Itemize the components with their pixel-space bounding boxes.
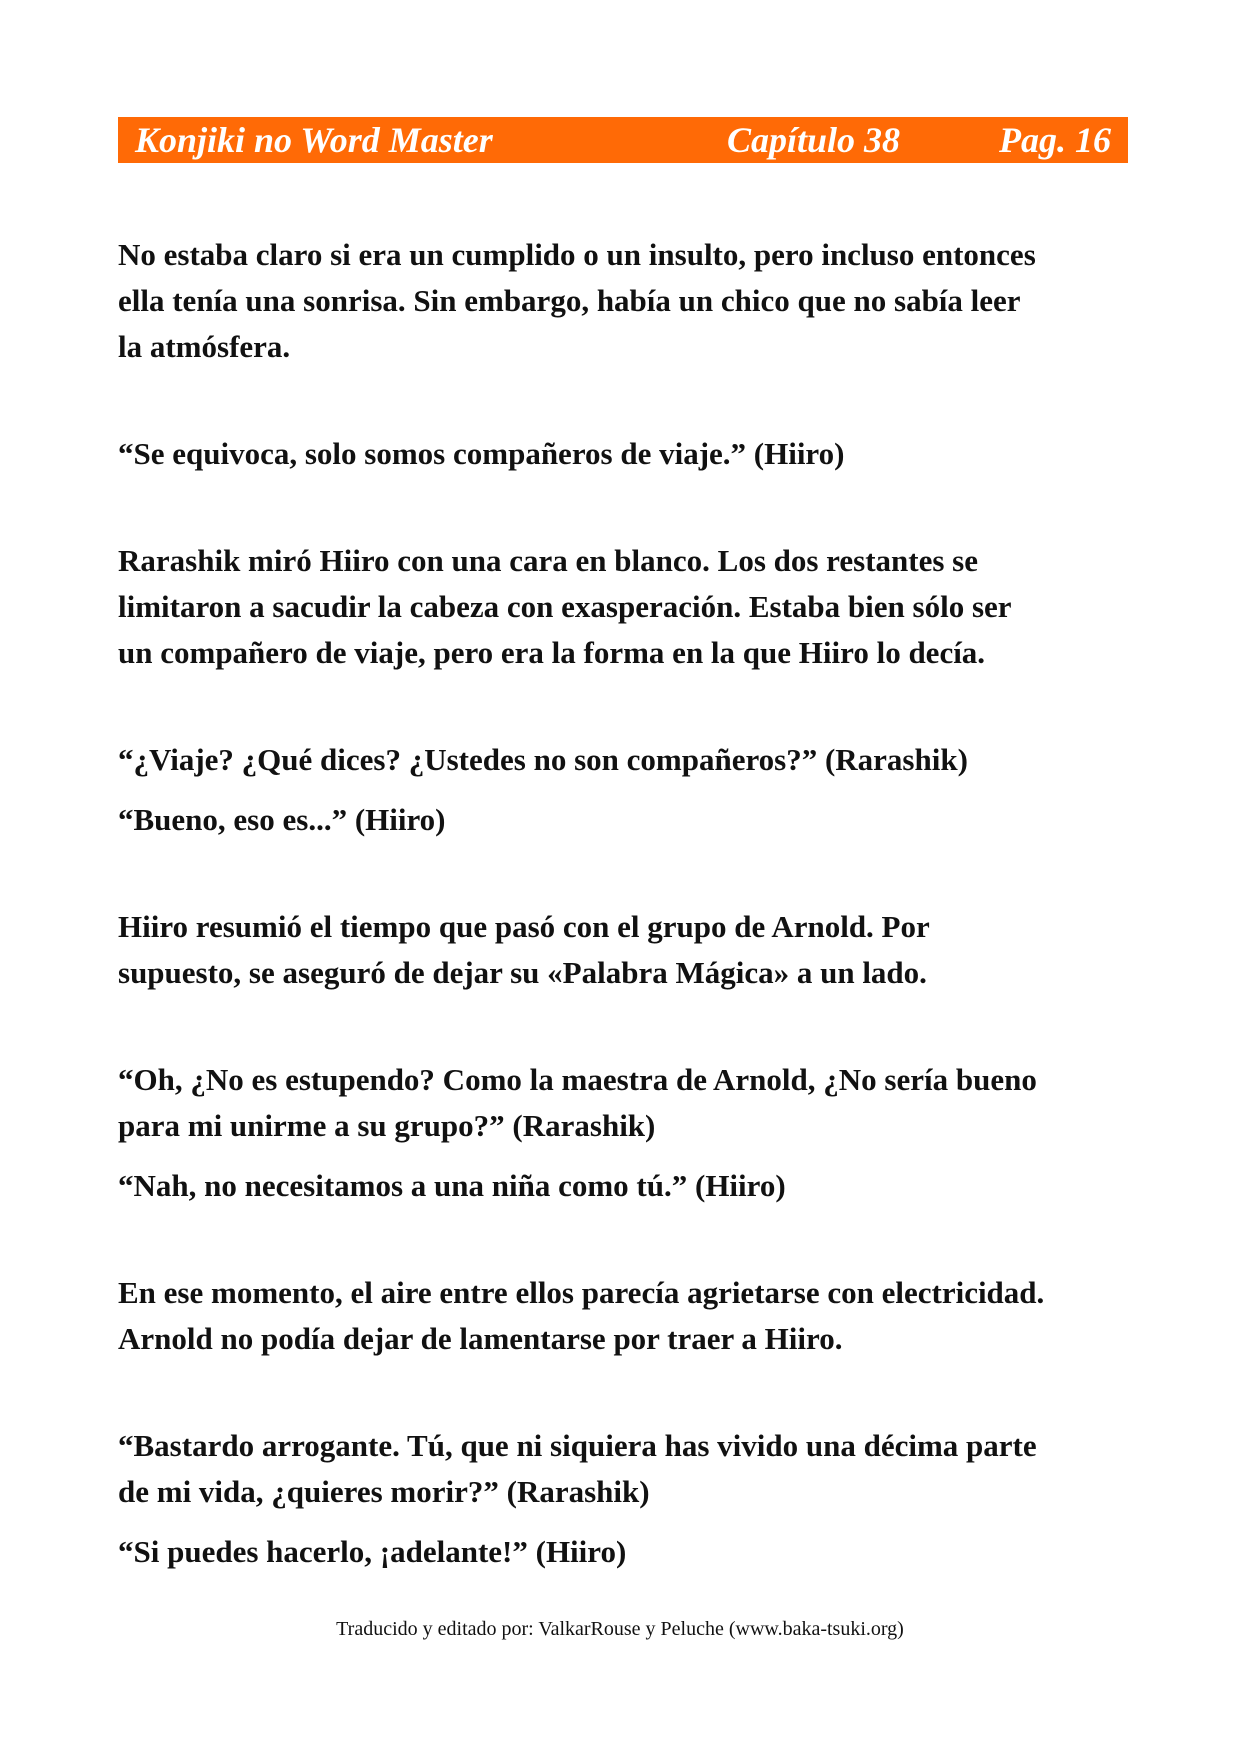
dialogue-line: “Bastardo arrogante. Tú, que ni siquiera has vivido una décima parte de mi vida, ¿quieres morir?” (Rarashik): [118, 1428, 1037, 1509]
dialogue-line: “Nah, no necesitamos a una niña como tú.” (Hiiro): [118, 1168, 786, 1203]
page-number: Pag. 16: [999, 120, 1111, 160]
dialogue-line: “¿Viaje? ¿Qué dices? ¿Ustedes no son compañeros?” (Rarashik): [118, 742, 968, 777]
dialogue-line: “Oh, ¿No es estupendo? Como la maestra de Arnold, ¿No sería bueno para mi unirme a su grupo?” (Rarashik): [118, 1062, 1037, 1143]
dialogue-line: “Bueno, eso es...” (Hiiro): [118, 802, 446, 837]
dialogue-line: “Si puedes hacerlo, ¡adelante!” (Hiiro): [118, 1534, 627, 1569]
dialogue-line: “Se equivoca, solo somos compañeros de viaje.” (Hiiro): [118, 436, 845, 471]
paragraph: Rarashik miró Hiiro con una cara en blanco. Los dos restantes se limitaron a sacudir la cabeza con exasperación. Estaba bien sólo ser un compañero de viaje, pero era la forma en la que Hiiro lo decía.: [118, 543, 1012, 670]
paragraph: No estaba claro si era un cumplido o un insulto, pero incluso entonces ella tenía una sonrisa. Sin embargo, había un chico que no sabía leer la atmósfera.: [118, 237, 1036, 364]
page-header-bar: [118, 117, 1128, 163]
page-body: [118, 232, 1138, 1575]
paragraph: En ese momento, el aire entre ellos parecía agrietarse con electricidad. Arnold no podía dejar de lamentarse por traer a Hiiro.: [118, 1275, 1045, 1356]
paragraph: Hiiro resumió el tiempo que pasó con el grupo de Arnold. Por supuesto, se aseguró de dejar su «Palabra Mágica» a un lado.: [118, 909, 930, 990]
chapter-label: Capítulo 38: [727, 120, 901, 160]
book-title: Konjiki no Word Master: [135, 120, 493, 160]
translation-credit: Traducido y editado por: ValkarRouse y Peluche (www.baka-tsuki.org): [336, 1618, 904, 1640]
